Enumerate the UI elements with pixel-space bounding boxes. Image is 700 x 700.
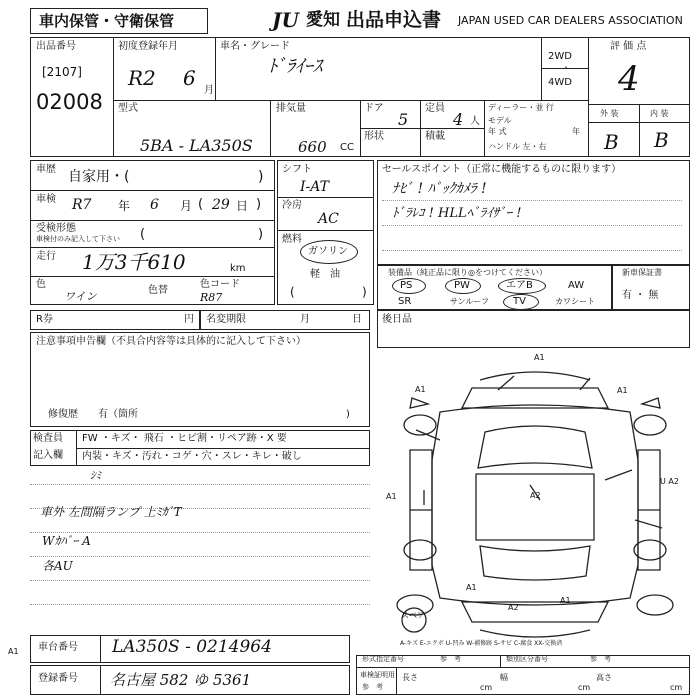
inspector-note4: 各AU <box>42 559 73 573</box>
diagram-mark-left-front: A1 <box>415 385 426 394</box>
side-mark: A1 <box>8 647 19 656</box>
interior-label: 内 装 <box>650 109 669 118</box>
inspection-month-unit: 月 <box>180 199 193 213</box>
inspection-year-unit: 年 <box>118 199 131 213</box>
inspection-day: 29 <box>212 197 230 213</box>
fuel-open: ( <box>290 285 295 299</box>
drive-4wd: 4WD <box>548 77 572 88</box>
diagram-mark-left-side: A1 <box>386 492 397 501</box>
shift-label: シフト <box>282 164 312 175</box>
sales-points-line1: ﾅﾋﾞ ! ﾊﾞｯｸｶﾒﾗ ! <box>392 181 487 197</box>
equipment-tv: TV <box>513 296 526 307</box>
repair-label: 修復歴 有（箇所 <box>48 409 138 420</box>
association-name: JAPAN USED CAR DEALERS ASSOCIATION <box>458 14 683 27</box>
fuel-label: 燃料 <box>282 234 302 245</box>
exterior-grade: B <box>604 130 619 154</box>
car-name-value: ﾄﾞﾗｲｰｽ <box>268 56 322 77</box>
after-date-block <box>377 310 690 348</box>
diagram-mark-rear-right: A1 <box>560 596 571 605</box>
dealer-handle-label: ハンドル 左・右 <box>488 142 547 151</box>
drive-2wd: 2WD <box>548 51 572 62</box>
recycle-unit: 円 <box>184 314 194 325</box>
shift-value: I-AT <box>300 179 329 195</box>
width-label: 幅 <box>500 673 508 682</box>
inspector-label1: 検査員 <box>33 433 63 444</box>
lot-number: 02008 <box>36 90 103 114</box>
acceptance-label: 受検形態 <box>36 223 76 234</box>
mileage-value: 1万3千610 <box>82 250 186 274</box>
mileage-unit: km <box>230 263 246 274</box>
registration-era-year: R2 <box>128 66 156 90</box>
inspection-day-unit: 日 <box>236 199 249 213</box>
name-change-month: 月 <box>300 314 310 325</box>
cooler-value: AC <box>318 211 339 227</box>
chassis-label: 車台番号 <box>38 642 78 653</box>
dealer-label: ディーラー・並 行 <box>488 103 554 112</box>
diagram-legend: A-キズ E-エクボ U-凹み W-補修跡 S-サビ C-腐食 XX-交換済 <box>400 640 563 647</box>
dealer-year-unit: 年 <box>572 127 580 136</box>
notice-label: 注意事項申告欄（不具合内容等は具体的に記入して下さい） <box>36 336 306 347</box>
inspector-note1: ｼﾐ <box>90 469 101 482</box>
chassis-value: LA350S - 0214964 <box>112 637 272 657</box>
lot-label: 出品番号 <box>36 41 76 52</box>
doors-value: 5 <box>398 110 409 129</box>
equipment-sr: SR <box>398 296 412 307</box>
diagram-mark-roof: A2 <box>530 491 541 500</box>
fuel-close: ) <box>362 285 367 299</box>
name-change-label: 名変期限 <box>206 314 246 325</box>
equipment-seat: カワシート <box>555 297 595 306</box>
spare-label: スペア <box>401 611 425 620</box>
diagram-mark-right-front: A1 <box>617 386 628 395</box>
capacity-label: 定員 <box>425 103 445 114</box>
after-date-label: 後日品 <box>382 314 412 325</box>
ju-logo: JU <box>272 8 299 32</box>
ref-label: 参 考 <box>362 683 383 691</box>
fuel-diesel: 軽 油 <box>310 269 340 280</box>
registration-month-unit: 月 <box>204 85 214 96</box>
sales-points-line2: ﾄﾞﾗﾚｺ ! HLLﾍﾞﾗｲｻﾞｰ ! <box>392 206 522 221</box>
type-spec-label3: 類別区分番号 <box>506 655 548 663</box>
org-name: 愛知 <box>306 10 340 30</box>
history-label: 車歴 <box>36 164 56 175</box>
equipment-label: 装備品（純正品に限り◎をつけてください） <box>388 268 547 277</box>
dealer-model-label: モデル <box>488 116 512 125</box>
registration-label: 初度登録年月 <box>118 41 178 52</box>
car-name-label: 車名・グレード <box>220 41 290 52</box>
acceptance-open: ( <box>140 227 146 242</box>
length-unit: cm <box>480 683 493 692</box>
type-spec-label4: 参 考 <box>590 655 611 663</box>
plate-value: 名古屋 582 ゆ 5361 <box>110 671 252 689</box>
width-unit: cm <box>578 683 591 692</box>
mileage-label: 走行 <box>36 251 56 262</box>
inspection-month: 6 <box>150 197 159 213</box>
inspection-close: ) <box>256 197 262 212</box>
storage-title-box <box>30 8 208 34</box>
exterior-label: 外 装 <box>600 109 619 118</box>
inspector-row2: 内装・キズ・汚れ・コゲ・穴・スレ・キレ・破し <box>82 451 302 462</box>
inspector-row1: FW ・キズ・ 飛石 ・ヒビ割・リペア跡・X 要 <box>82 433 287 444</box>
form-title: 出品申込書 <box>346 9 442 31</box>
history-close: ) <box>258 169 264 185</box>
height-label: 高さ <box>596 673 612 682</box>
displacement-label: 排気量 <box>276 103 306 114</box>
acceptance-close: ) <box>258 227 264 242</box>
equipment-pw: PW <box>454 280 470 291</box>
plate-label: 登録番号 <box>38 673 78 684</box>
inspection-era: R7 <box>72 197 92 213</box>
drive-sep: ・ <box>562 63 570 72</box>
repair-close: ) <box>346 409 350 420</box>
grade-label: 評 価 点 <box>610 41 647 52</box>
capacity-value: 4 <box>453 110 464 129</box>
displacement-unit: CC <box>340 142 354 153</box>
equipment-ps: PS <box>400 280 413 291</box>
color-value: ワイン <box>64 290 97 303</box>
load-label: 積載 <box>425 131 445 142</box>
cert-label: 車検証明用 <box>360 671 395 679</box>
capacity-unit: 人 <box>470 116 480 127</box>
new-warranty-label: 新車保証書 <box>622 268 662 277</box>
registration-month: 6 <box>183 66 196 90</box>
height-unit: cm <box>670 683 683 692</box>
lot-sub-number: [2107] <box>42 65 82 79</box>
model-label: 型式 <box>118 103 138 114</box>
diagram-mark-right-side: U A2 <box>660 477 679 486</box>
grade-score: 4 <box>618 59 640 99</box>
storage-title: 車内保管・守衛保管 <box>39 12 175 30</box>
doors-label: ドア <box>364 103 384 114</box>
inspection-label: 車検 <box>36 194 56 205</box>
color-change-label: 色替 <box>148 285 168 296</box>
equipment-airbag: エアB <box>506 280 533 291</box>
history-value: 自家用・( <box>68 169 130 185</box>
equipment-sunroof: サンルーフ <box>450 297 489 306</box>
model-value: 5BA - LA350S <box>140 136 253 155</box>
length-label: 長さ <box>402 673 418 682</box>
acceptance-note: 車検付のみ記入して下さい <box>36 235 120 243</box>
diagram-mark-front: A1 <box>534 353 545 362</box>
interior-grade: B <box>654 128 669 152</box>
sales-points-label: セールスポイント（正常に機能するものに限ります） <box>382 164 622 175</box>
dealer-year-label: 年 式 <box>488 127 507 136</box>
inspector-note2: 車外 左間隔ランプ 上ﾐｶﾞT <box>40 505 182 519</box>
equipment-aw: AW <box>568 280 585 291</box>
recycle-block <box>30 310 200 330</box>
diagram-mark-rear: A2 <box>508 603 519 612</box>
cooler-label: 冷房 <box>282 200 302 211</box>
inspection-day-open: ( <box>198 197 204 212</box>
color-label: 色 <box>36 279 46 290</box>
inspector-label2: 記入欄 <box>33 450 63 461</box>
new-warranty-value: 有 ・ 無 <box>622 290 659 301</box>
shape-label: 形状 <box>364 131 384 142</box>
color-code-label: 色コード <box>200 279 240 290</box>
diagram-mark-rear-left: A1 <box>466 583 477 592</box>
type-spec-label1: 形式指定番号 <box>362 655 404 663</box>
name-change-day: 日 <box>352 314 362 325</box>
color-code: R87 <box>200 291 223 304</box>
recycle-label: R券 <box>36 314 53 325</box>
displacement-value: 660 <box>298 138 327 156</box>
inspector-note3: Wｶﾊﾞｰ A <box>42 534 91 548</box>
car-damage-diagram <box>380 350 690 650</box>
fuel-gasoline: ガソリン <box>308 246 348 257</box>
type-spec-label2: 参 考 <box>440 655 461 663</box>
